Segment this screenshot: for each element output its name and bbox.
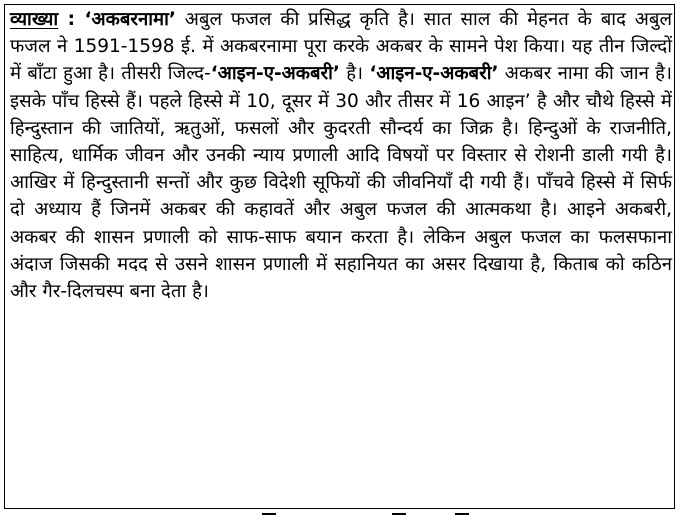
cutoff-glyph — [455, 513, 469, 515]
cutoff-glyph — [392, 513, 406, 515]
label-colon: : — [58, 9, 85, 30]
book-title-ain-e-akbari-2: ‘आइन-ए-अकबरी’ — [369, 63, 499, 85]
next-line-cutoff — [0, 510, 683, 518]
cutoff-glyph — [262, 513, 276, 515]
paragraph-text-part-1: अबुल फजल की प्रसिद्ध कृति है। सात साल की मेहनत के बाद अबुल फजल ने 1591-1598 ई. में अकबरनामा पूरा करके अकबर के सामने पेश किया। यह तीन जिल्दों में बाँटा हुआ है। तीसरी जिल्द- — [10, 9, 673, 85]
paragraph-text-part-3: अकबर नामा की जान है। इसके पाँच हिस्से हैं। पहले हिस्से में 10, दूसर में 30 और तीसर में 16 आइन’ है और चौथे हिस्से में हिन्दुस्तान की जातियों, ऋतुओं, फसलों और कुदरती सौन्दर्य का जिक्र है। हिन्दुओं के राजनीति, साहित्य, धार्मिक जीवन और उनकी न्याय प्रणाली आदि विषयों पर विस्तार से रोशनी डाली गयी है। आखिर में हिन्दुस्तानी सन्तों और कुछ विदेशी सूफियों की जीवनियाँ दी गयी हैं। पाँचवे हिस्से में सिर्फ दो अध्याय हैं जिनमें अकबर की कहावतें और अबुल फजल की आत्मकथा है। आइने अकबरी, अकबर की शासन प्रणाली को साफ-साफ बयान करता है। लेकिन अबुल फजल का फलसफाना अंदाज जिसकी मदद से उसने शासन प्रणाली में सहानियत का असर दिखाया है, किताब को कठिन और गैर-दिलचस्प बना देता है। — [10, 63, 672, 303]
explanation-paragraph — [10, 6, 672, 305]
paragraph-text-part-2: है। — [339, 63, 370, 85]
book-title-akbarnama: ‘अकबरनामा’ — [84, 9, 176, 30]
book-title-ain-e-akbari-1: ‘आइन-ए-अकबरी’ — [210, 63, 340, 85]
explanation-label: व्याख्या — [10, 9, 59, 30]
